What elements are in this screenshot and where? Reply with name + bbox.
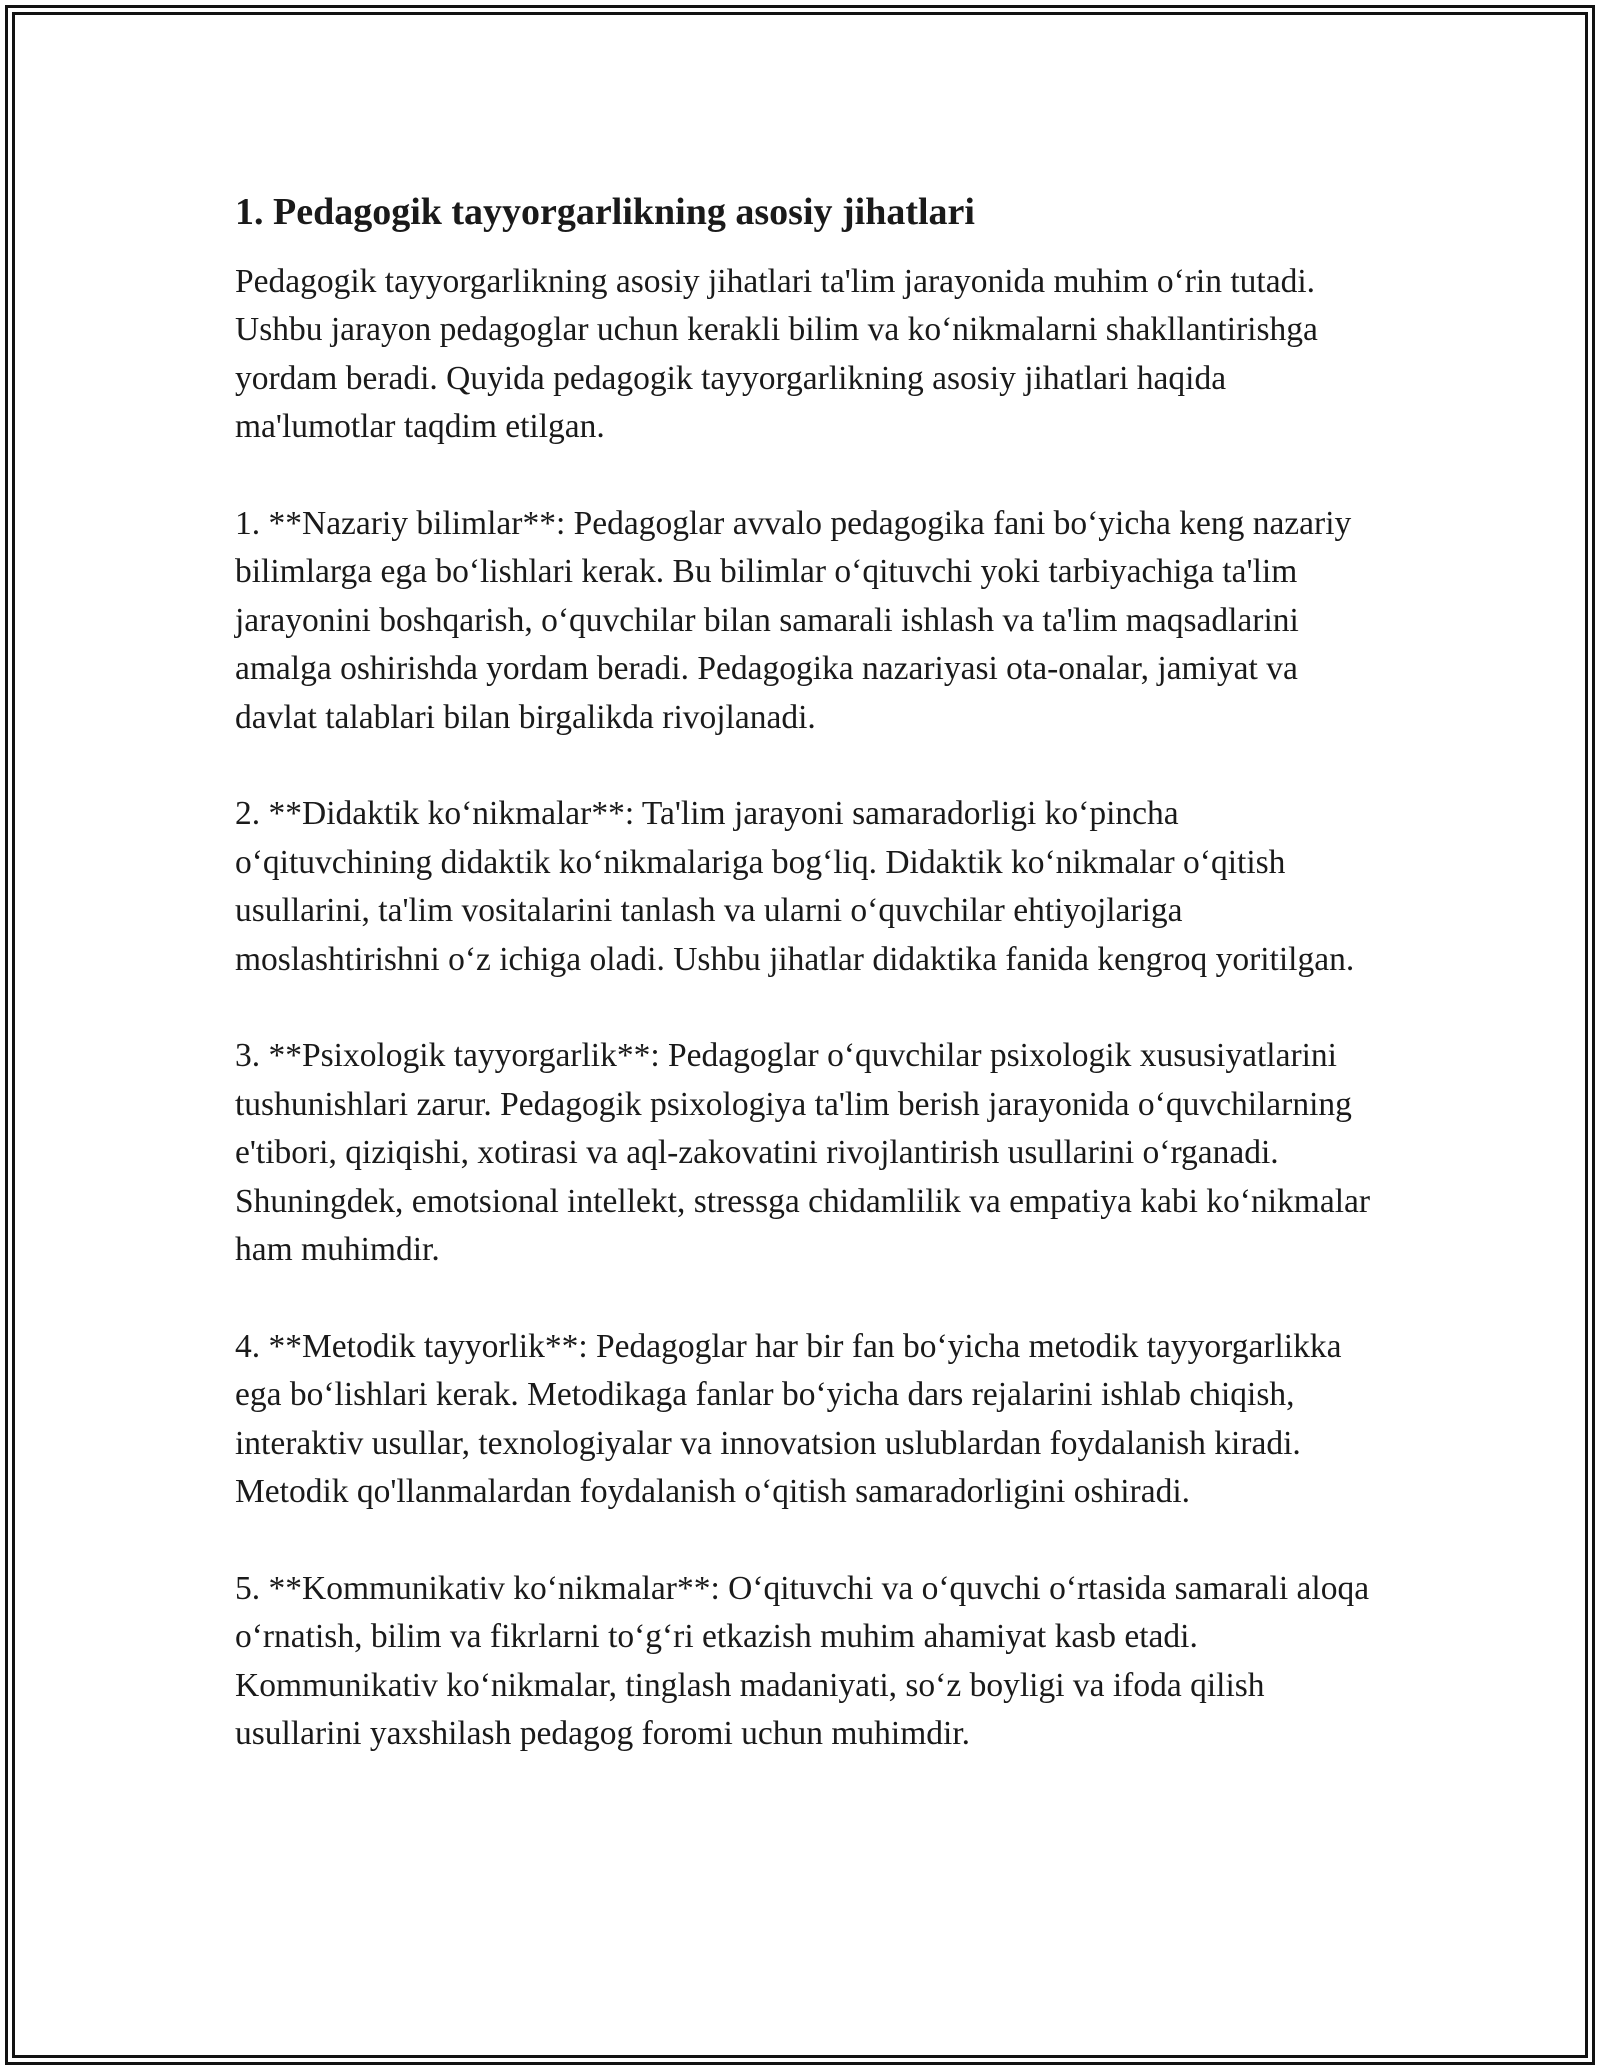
document-body <box>235 188 1375 1807</box>
paragraph-nazariy-bilimlar: 1. **Nazariy bilimlar**: Pedagoglar avvalo pedagogika fani bo‘yicha keng nazariy bilimlarga ega bo‘lishlari kerak. Bu bilimlar o‘qituvchi yoki tarbiyachiga ta'lim jarayonini boshqarish, o‘quvchilar bilan samarali ishlash va ta'lim maqsadlarini amalga oshirishda yordam beradi. Pedagogika nazariyasi ota-onalar, jamiyat va davlat talablari bilan birgalikda rivojlanadi. <box>235 505 1352 736</box>
paragraph-didaktik-konikmalar: 2. **Didaktik ko‘nikmalar**: Ta'lim jarayoni samaradorligi ko‘pincha o‘qituvchining didaktik ko‘nikmalariga bog‘liq. Didaktik ko‘nikmalar o‘qitish usullarini, ta'lim vositalarini tanlash va ularni o‘quvchilar ehtiyojlariga moslashtirishni o‘z ichiga oladi. Ushbu jihatlar didaktika fanida kengroq yoritilgan. <box>235 795 1355 978</box>
paragraph-metodik-tayyorlik: 4. **Metodik tayyorlik**: Pedagoglar har bir fan bo‘yicha metodik tayyorgarlikka ega bo‘lishlari kerak. Metodikaga fanlar bo‘yicha dars rejalarini ishlab chiqish, interaktiv usullar, texnologiyalar va innovatsion uslublardan foydalanish kiradi. Metodik qo'llanmalardan foydalanish o‘qitish samaradorligini oshiradi. <box>235 1327 1342 1511</box>
document-title: 1. Pedagogik tayyorgarlikning asosiy jihatlari <box>235 191 975 233</box>
paragraph-psixologik-tayyorgarlik: 3. **Psixologik tayyorgarlik**: Pedagoglar o‘quvchilar psixologik xususiyatlarini tushunishlari zarur. Pedagogik psixologiya ta'lim berish jarayonida o‘quvchilarning e'tibori, qiziqishi, xotirasi va aql-zakovatini rivojlantirish usullarini o‘rganadi. Shuningdek, emotsional intellekt, stressga chidamlilik va empatiya kabi ko‘nikmalar ham muhimdir. <box>235 1037 1371 1269</box>
paragraph-kommunikativ-konikmalar: 5. **Kommunikativ ko‘nikmalar**: O‘qituvchi va o‘quvchi o‘rtasida samarali aloqa o‘rnatish, bilim va fikrlarni to‘g‘ri etkazish muhim ahamiyat kasb etadi. Kommunikativ ko‘nikmalar, tinglash madaniyati, so‘z boyligi va ifoda qilish usullarini yaxshilash pedagog foromi uchun muhimdir. <box>235 1569 1370 1753</box>
intro-paragraph: Pedagogik tayyorgarlikning asosiy jihatlari ta'lim jarayonida muhim o‘rin tutadi. Ushbu jarayon pedagoglar uchun kerakli bilim va ko‘nikmalarni shakllantirishga yordam beradi. Quyida pedagogik tayyorgarlikning asosiy jihatlari haqida ma'lumotlar taqdim etilgan. <box>235 263 1318 446</box>
